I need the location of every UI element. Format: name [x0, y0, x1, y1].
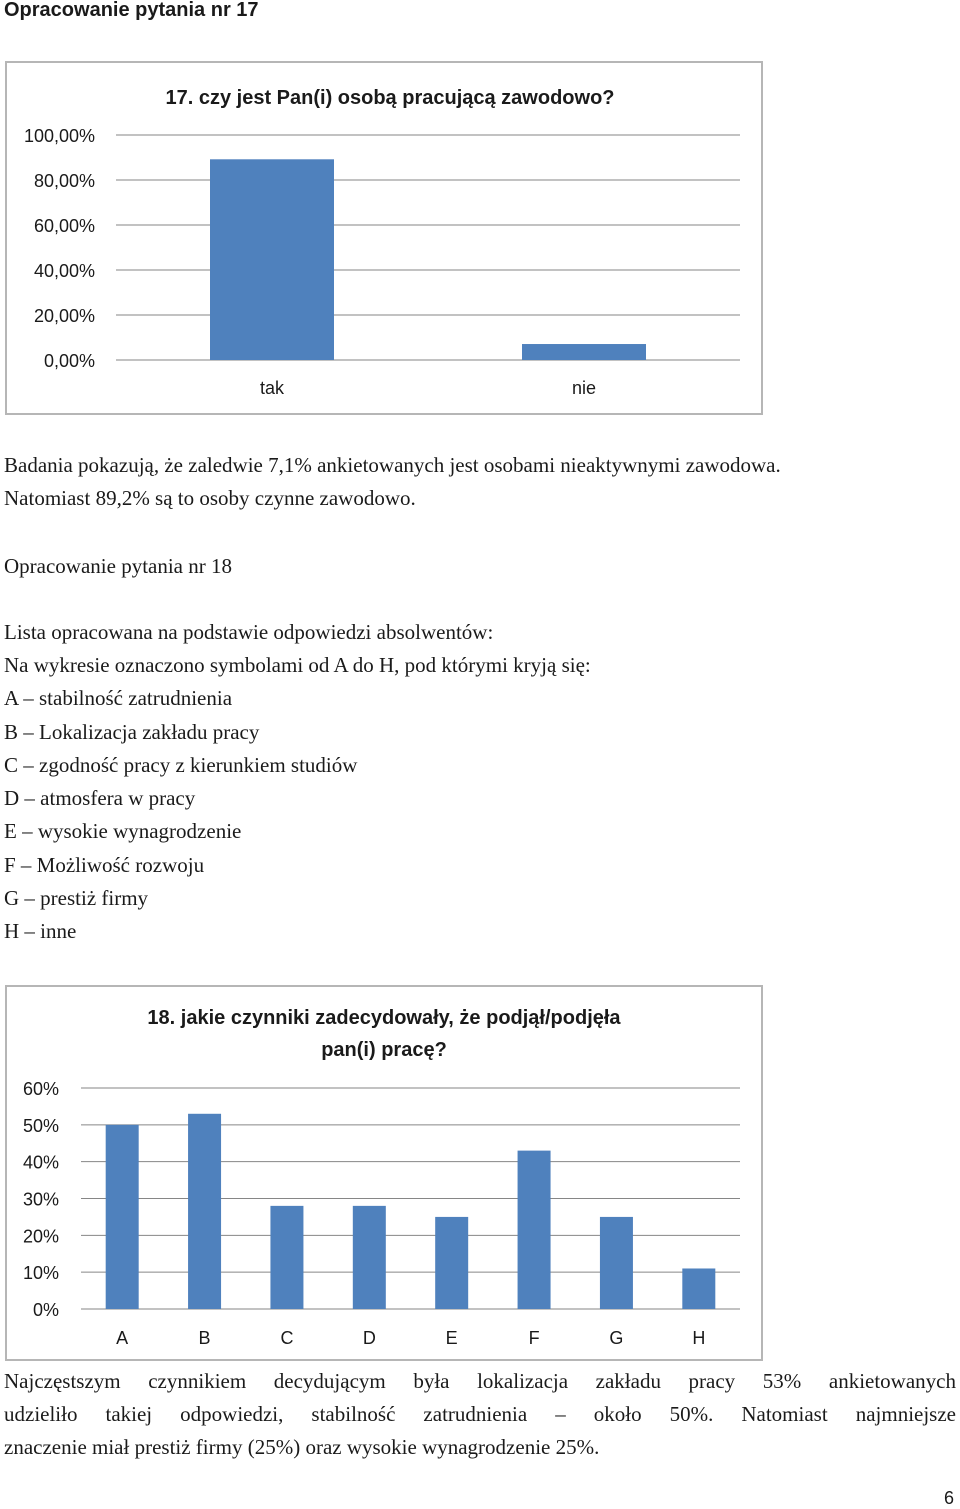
section-17-heading: Opracowanie pytania nr 17 [4, 0, 259, 21]
y-tick-label: 40% [22, 1152, 59, 1173]
x-tick-label: A [116, 1328, 129, 1348]
chart-17-bars [210, 159, 646, 360]
chart-17-gridlines [116, 135, 740, 360]
y-tick-label: 40,00% [33, 261, 95, 281]
section-18-heading: Opracowanie pytania nr 18 [4, 554, 232, 578]
section-18-conclusion [4, 1365, 956, 1464]
bar-F [518, 1151, 551, 1309]
chart-18-y-tick-labels [23, 1079, 59, 1320]
bar-E [435, 1217, 468, 1309]
bar-nie [522, 344, 646, 360]
x-tick-label: C [280, 1328, 294, 1348]
section-18-conclusion-line-1: Najczęstszym czynnikiem decydującym była lokalizacja zakładu pracy 53% ankietowanych [4, 1369, 956, 1393]
y-tick-label: 10% [22, 1263, 59, 1284]
y-tick-label: 60,00% [33, 216, 95, 236]
list-item: H – inne [4, 919, 77, 944]
bar-C [270, 1206, 303, 1309]
chart-17-frame [5, 61, 763, 415]
x-tick-label: D [362, 1328, 376, 1348]
chart-18-bars [106, 1114, 716, 1309]
section-18-conclusion-line-3: znaczenie miał prestiż firmy (25%) oraz wysokie wynagrodzenie 25%. [4, 1435, 600, 1459]
x-tick-label: B [198, 1328, 211, 1348]
list-item: A – stabilność zatrudnienia [4, 686, 233, 711]
bar-A [106, 1125, 139, 1309]
y-tick-label: 0% [32, 1300, 59, 1320]
x-tick-label: nie [571, 378, 597, 398]
bar-H [682, 1268, 715, 1309]
list-item: B – Lokalizacja zakładu pracy [4, 719, 260, 744]
x-tick-label: G [609, 1328, 624, 1348]
y-tick-label: 60% [22, 1079, 59, 1099]
y-tick-label: 30% [22, 1189, 59, 1210]
chart-18 [7, 987, 765, 1363]
list-item: E – wysokie wynagrodzenie [4, 819, 242, 844]
chart-18-gridlines [81, 1088, 740, 1309]
x-tick-label: H [692, 1328, 706, 1348]
chart-18-title-line-2: pan(i) pracę? [321, 1039, 447, 1061]
x-tick-label: F [528, 1328, 540, 1348]
page-number: 6 [943, 1488, 954, 1508]
section-18-intro-line-1: Lista opracowana na podstawie odpowiedzi absolwentów: [4, 620, 494, 644]
y-tick-label: 0,00% [43, 351, 95, 371]
x-tick-label: E [445, 1328, 458, 1348]
section-18-intro-line-2: Na wykresie oznaczono symbolami od A do H, pod którymi kryją się: [4, 653, 591, 677]
bar-G [600, 1217, 633, 1309]
x-tick-label: tak [259, 378, 285, 398]
list-item: C – zgodność pracy z kierunkiem studiów [4, 752, 358, 777]
chart-17-title: 17. czy jest Pan(i) osobą pracującą zawodowo? [165, 87, 615, 109]
chart-17 [7, 63, 765, 417]
list-item: F – Możliwość rozwoju [4, 852, 205, 877]
list-item: D – atmosfera w pracy [4, 786, 196, 811]
chart-17-y-tick-labels [24, 126, 95, 371]
section-18-conclusion-line-2: udzieliło takiej odpowiedzi, stabilność zatrudnienia – około 50%. Natomiast najmniejsze [4, 1402, 956, 1426]
chart-18-x-tick-labels [116, 1328, 705, 1348]
bar-D [353, 1206, 386, 1309]
section-17-paragraph-line-2: Natomiast 89,2% są to osoby czynne zawodowo. [4, 486, 416, 510]
section-18-factor-list [4, 649, 591, 949]
section-17-paragraph-line-1: Badania pokazują, że zaledwie 7,1% ankietowanych jest osobami nieaktywnymi zawodowa. [4, 453, 781, 477]
y-tick-label: 50% [22, 1115, 59, 1136]
y-tick-label: 20,00% [33, 306, 95, 326]
chart-18-title-line-1: 18. jakie czynniki zadecydowały, że podjął/podjęła [147, 1007, 621, 1029]
chart-17-x-tick-labels [260, 378, 596, 398]
bar-B [188, 1114, 221, 1309]
y-tick-label: 100,00% [23, 126, 95, 146]
chart-18-frame [5, 985, 763, 1361]
bar-tak [210, 159, 334, 360]
y-tick-label: 20% [22, 1226, 59, 1247]
list-item: G – prestiż firmy [4, 886, 149, 911]
y-tick-label: 80,00% [33, 171, 95, 191]
